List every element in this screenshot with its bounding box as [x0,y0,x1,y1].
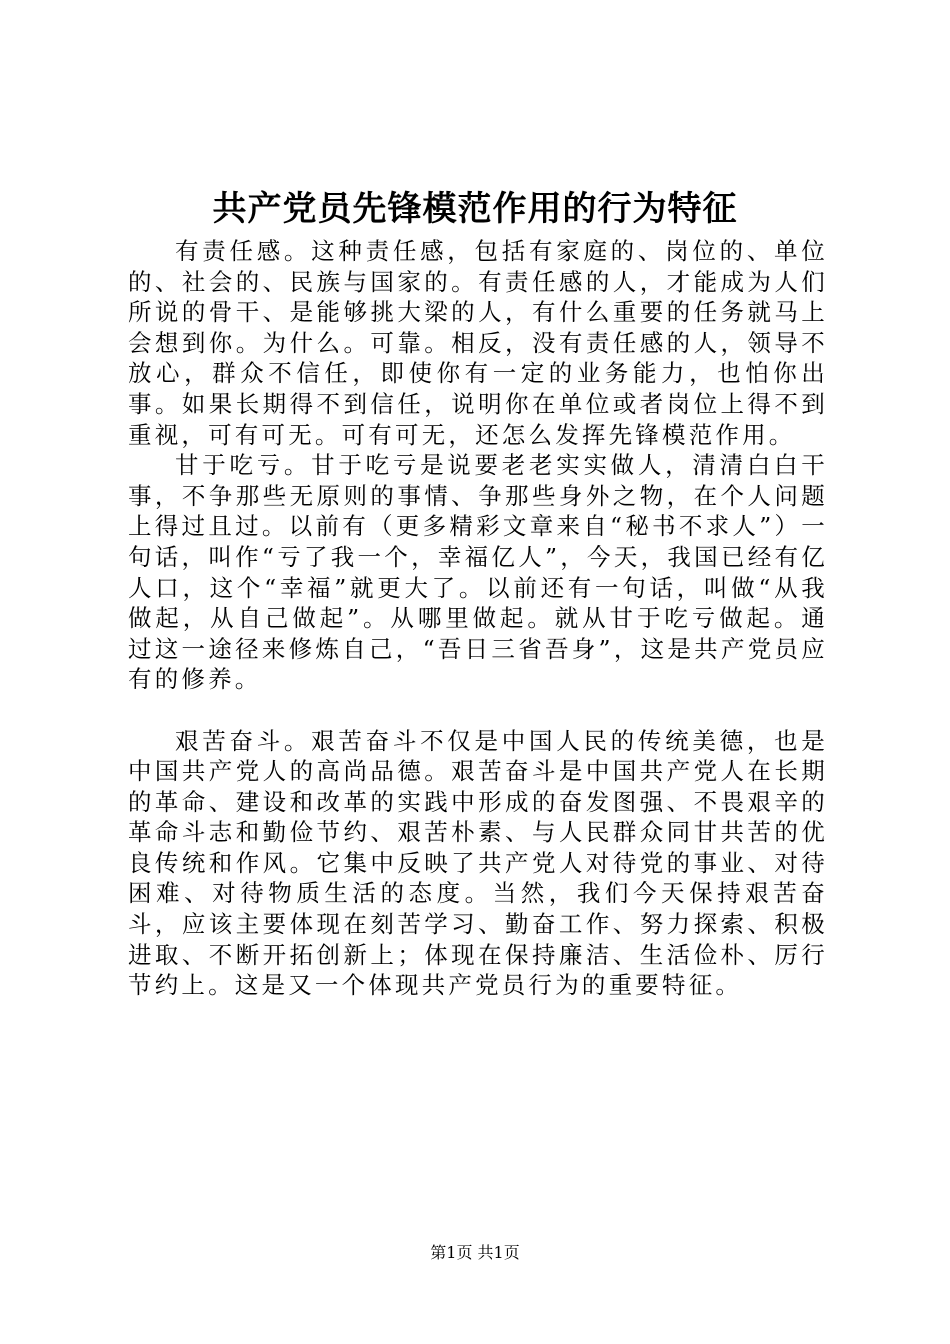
document-body [128,236,828,1001]
paragraph-responsibility: 有责任感。这种责任感，包括有家庭的、岗位的、单位的、社会的、民族与国家的。有责任感的人，才能成为人们所说的骨干、是能够挑大梁的人，有什么重要的任务就马上会想到你。为什么。可靠。相反，没有责任感的人，领导不放心，群众不信任，即使你有一定的业务能力，也怕你出事。如果长期得不到信任，说明你在单位或者岗位上得不到重视，可有可无。可有可无，还怎么发挥先锋模范作用。 [128,237,828,449]
page-footer: 第1页 共1页 [430,1243,520,1262]
paragraph-hard-work: 艰苦奋斗。艰苦奋斗不仅是中国人民的传统美德，也是中国共产党人的高尚品德。艰苦奋斗是中国共产党人在长期的革命、建设和改革的实践中形成的奋发图强、不畏艰辛的革命斗志和勤俭节约、艰苦朴素、与人民群众同甘共苦的优良传统和作风。它集中反映了共产党人对待党的事业、对待困难、对待物质生活的态度。当然，我们今天保持艰苦奋斗，应该主要体现在刻苦学习、勤奋工作、努力探索、积极进取、不断开拓创新上；体现在保持廉洁、生活俭朴、厉行节约上。这是又一个体现共产党员行为的重要特征。 [128,726,828,1000]
paragraph-willing-to-lose: 甘于吃亏。甘于吃亏是说要老老实实做人，清清白白干事，不争那些无原则的事情、争那些身外之物，在个人问题上得过且过。以前有（更多精彩文章来自“秘书不求人”）一句话，叫作“亏了我一个，幸福亿人”，今天，我国已经有亿人口，这个“幸福”就更大了。以前还有一句话，叫做“从我做起，从自己做起”。从哪里做起。就从甘于吃亏做起。通过这一途径来修炼自己，“吾日三省吾身”，这是共产党员应有的修养。 [128,451,828,694]
page-title: 共产党员先锋模范作用的行为特征 [212,189,738,229]
